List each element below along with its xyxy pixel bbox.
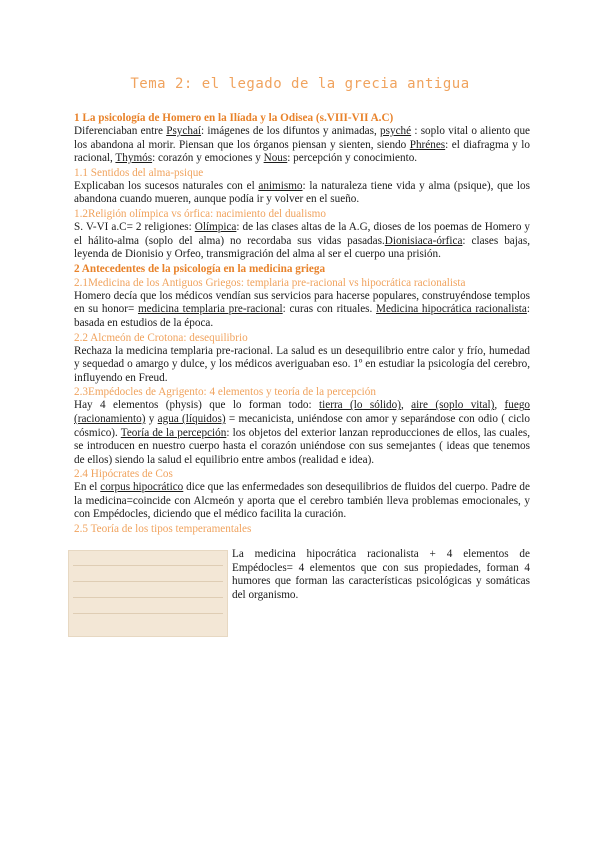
section-2-1-paragraph: Homero decía que los médicos vendían sus servicios para hacerse populares, construyéndose templos en su honor= medicina templaria pre-racional: curas con rituales. Medicina hipocrática racionalista: basada en estudios de la época. bbox=[74, 289, 530, 329]
temperament-table-grid bbox=[73, 555, 223, 621]
section-2-3-paragraph: Hay 4 elementos (physis) que lo forman todo: tierra (lo sólido), aire (soplo vital), fuego (racionamiento) y agua (líquidos) = mecanicista, uniéndose con amor y separándose con odio ( ciclo cósmico). Teoría de la percepción: los objetos del exterior lanzan reproducciones de ellos, las cuales, se introducen en nuestro cuerpo hasta el corazón uniéndose con sus semejantes ( ideas que tenemos de ellos) siendo la salud el equilibrio entre ambos (realidad e idea). bbox=[74, 399, 531, 466]
section-2-5-text bbox=[232, 548, 530, 602]
section-1-paragraph: Diferenciaban entre Psychaí: imágenes de los difuntos y animadas, psyché : soplo vital o aliento que los abandona al morir. Piensan que los órganos piensan y sienten, siendo Phrénes: el diafragma y lo racional, Thymós: corazón y emociones y Nous: percepción y conocimiento. bbox=[74, 125, 531, 165]
page-title: Tema 2: el legado de la grecia antigua bbox=[130, 76, 470, 92]
section-1-1-heading: 1.1 Sentidos del alma-psique bbox=[74, 166, 204, 179]
document-body bbox=[74, 111, 530, 638]
section-2-5-paragraph: La medicina hipocrática racionalista + 4 elementos de Empédocles= 4 elementos que con sus propiedades, forman 4 humores que forman las características psicológicas y somáticas del organismo. bbox=[232, 548, 530, 601]
section-2-heading: 2 Antecedentes de la psicología en la medicina griega bbox=[74, 262, 326, 275]
table-divider bbox=[73, 613, 223, 614]
section-2-4-heading: 2.4 Hipócrates de Cos bbox=[74, 468, 173, 481]
section-2-5-heading: 2.5 Teoría de los tipos temperamentales bbox=[74, 523, 252, 536]
temperament-figure-row bbox=[74, 548, 530, 638]
temperament-table-image bbox=[68, 550, 228, 637]
section-1-2-heading: 1.2Religión olímpica vs órfica: nacimiento del dualismo bbox=[74, 207, 326, 220]
section-1-heading: 1 La psicología de Homero en la Ilíada y la Odisea (s.VIII-VII A.C) bbox=[74, 112, 394, 124]
section-1-2-paragraph: S. V-VI a.C= 2 religiones: Olímpica: de las clases altas de la A.G, dioses de los poemas de Homero y el hálito-alma (soplo del alma) no recordaba sus vidas pasadas.Dionisiaca-órfica: clases bajas, leyenda de Dionisio y Orfeo, transmigración del alma al ser el cuerpo una prisión. bbox=[74, 220, 531, 261]
table-divider bbox=[73, 565, 223, 566]
section-2-1-heading: 2.1Medicina de los Antiguos Griegos: templaria pre-racional vs hipocrática racionalista bbox=[74, 276, 466, 289]
table-divider bbox=[73, 581, 223, 582]
section-1-1-paragraph: Explicaban los sucesos naturales con el animismo: la naturaleza tiene vida y alma (psique), que los abandona cuando mueren, aunque podía ir y volver en el sueño. bbox=[74, 179, 530, 206]
section-2-3-heading: 2.3Empédocles de Agrigento: 4 elementos y teoría de la percepción bbox=[74, 386, 376, 399]
section-2-4-paragraph: En el corpus hipocrático dice que las enfermedades son desequilibrios de fluidos del cuerpo. Padre de la medicina=coincide con Alcmeón y aporta que el cerebro también lleva problemas emocionales, y con Empédocles, diciendo que el médico facilita la curación. bbox=[74, 481, 530, 521]
section-2-2-heading: 2.2 Alcmeón de Crotona: desequilibrio bbox=[74, 331, 248, 344]
section-2-2-paragraph: Rechaza la medicina templaria pre-racional. La salud es un desequilibrio entre calor y frío, humedad y sequedad o amargo y dulce, y los médicos averiguaban eso. 1º en estudiar la psicología del cerebro, influyendo en Freud. bbox=[74, 344, 530, 384]
table-divider bbox=[73, 597, 223, 598]
